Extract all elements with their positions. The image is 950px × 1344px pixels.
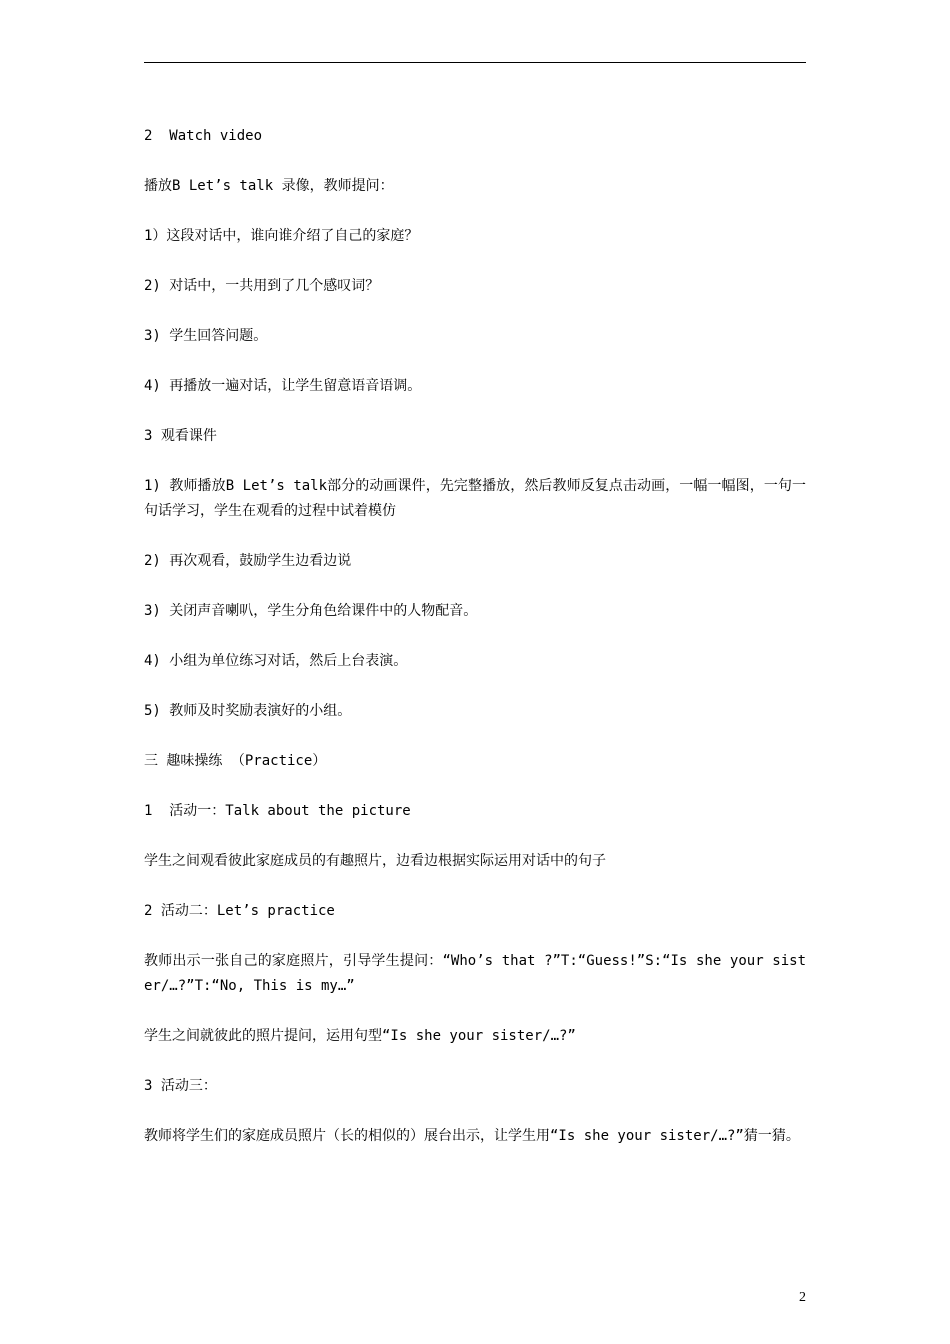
- paragraph-answer: 3) 学生回答问题。: [144, 328, 268, 344]
- paragraph-activity-3: 3 活动三：: [144, 1078, 217, 1094]
- paragraph-courseware-step-5: 5) 教师及时奖励表演好的小组。: [144, 703, 352, 719]
- document-body: [144, 124, 806, 1174]
- paragraph-activity-2: 2 活动二：Let’s practice: [144, 903, 335, 919]
- paragraph-courseware-step-4: 4) 小组为单位练习对话，然后上台表演。: [144, 653, 408, 669]
- paragraph-courseware-heading: 3 观看课件: [144, 428, 217, 444]
- paragraph-activity-2-pattern: 学生之间就彼此的照片提问，运用句型“Is she your sister/…?”: [144, 1028, 576, 1044]
- paragraph-courseware-step-3: 3) 关闭声音喇叭，学生分角色给课件中的人物配音。: [144, 603, 478, 619]
- paragraph-activity-3-detail: 教师将学生们的家庭成员照片（长的相似的）展台出示，让学生用“Is she your sister/…?”猜一猜。: [144, 1128, 800, 1144]
- paragraph-courseware-step-2: 2) 再次观看，鼓励学生边看边说: [144, 553, 352, 569]
- header-rule: [144, 62, 806, 63]
- paragraph-activity-1: 1 活动一：Talk about the picture: [144, 803, 411, 819]
- page-number: 2: [799, 1290, 806, 1305]
- paragraph-question-2: 2) 对话中，一共用到了几个感叹词？: [144, 278, 380, 294]
- paragraph-replay: 4) 再播放一遍对话，让学生留意语音语调。: [144, 378, 422, 394]
- paragraph-practice-heading: 三 趣味操练 （Practice）: [144, 753, 327, 769]
- paragraph-activity-1-detail: 学生之间观看彼此家庭成员的有趣照片，边看边根据实际运用对话中的句子: [144, 853, 606, 869]
- paragraph-play-video: 播放B Let’s talk 录像，教师提问：: [144, 178, 394, 194]
- paragraph-question-1: 1）这段对话中，谁向谁介绍了自己的家庭？: [144, 228, 419, 244]
- paragraph-watch-video: 2 Watch video: [144, 128, 263, 144]
- paragraph-activity-2-detail: 教师出示一张自己的家庭照片，引导学生提问：“Who’s that ?”T:“Guess!”S:“Is she your sister/…?”T:“No, This is my…”: [144, 953, 806, 994]
- paragraph-courseware-step-1: 1) 教师播放B Let’s talk部分的动画课件，先完整播放，然后教师反复点击动画，一幅一幅图，一句一句话学习，学生在观看的过程中试着模仿: [144, 478, 806, 519]
